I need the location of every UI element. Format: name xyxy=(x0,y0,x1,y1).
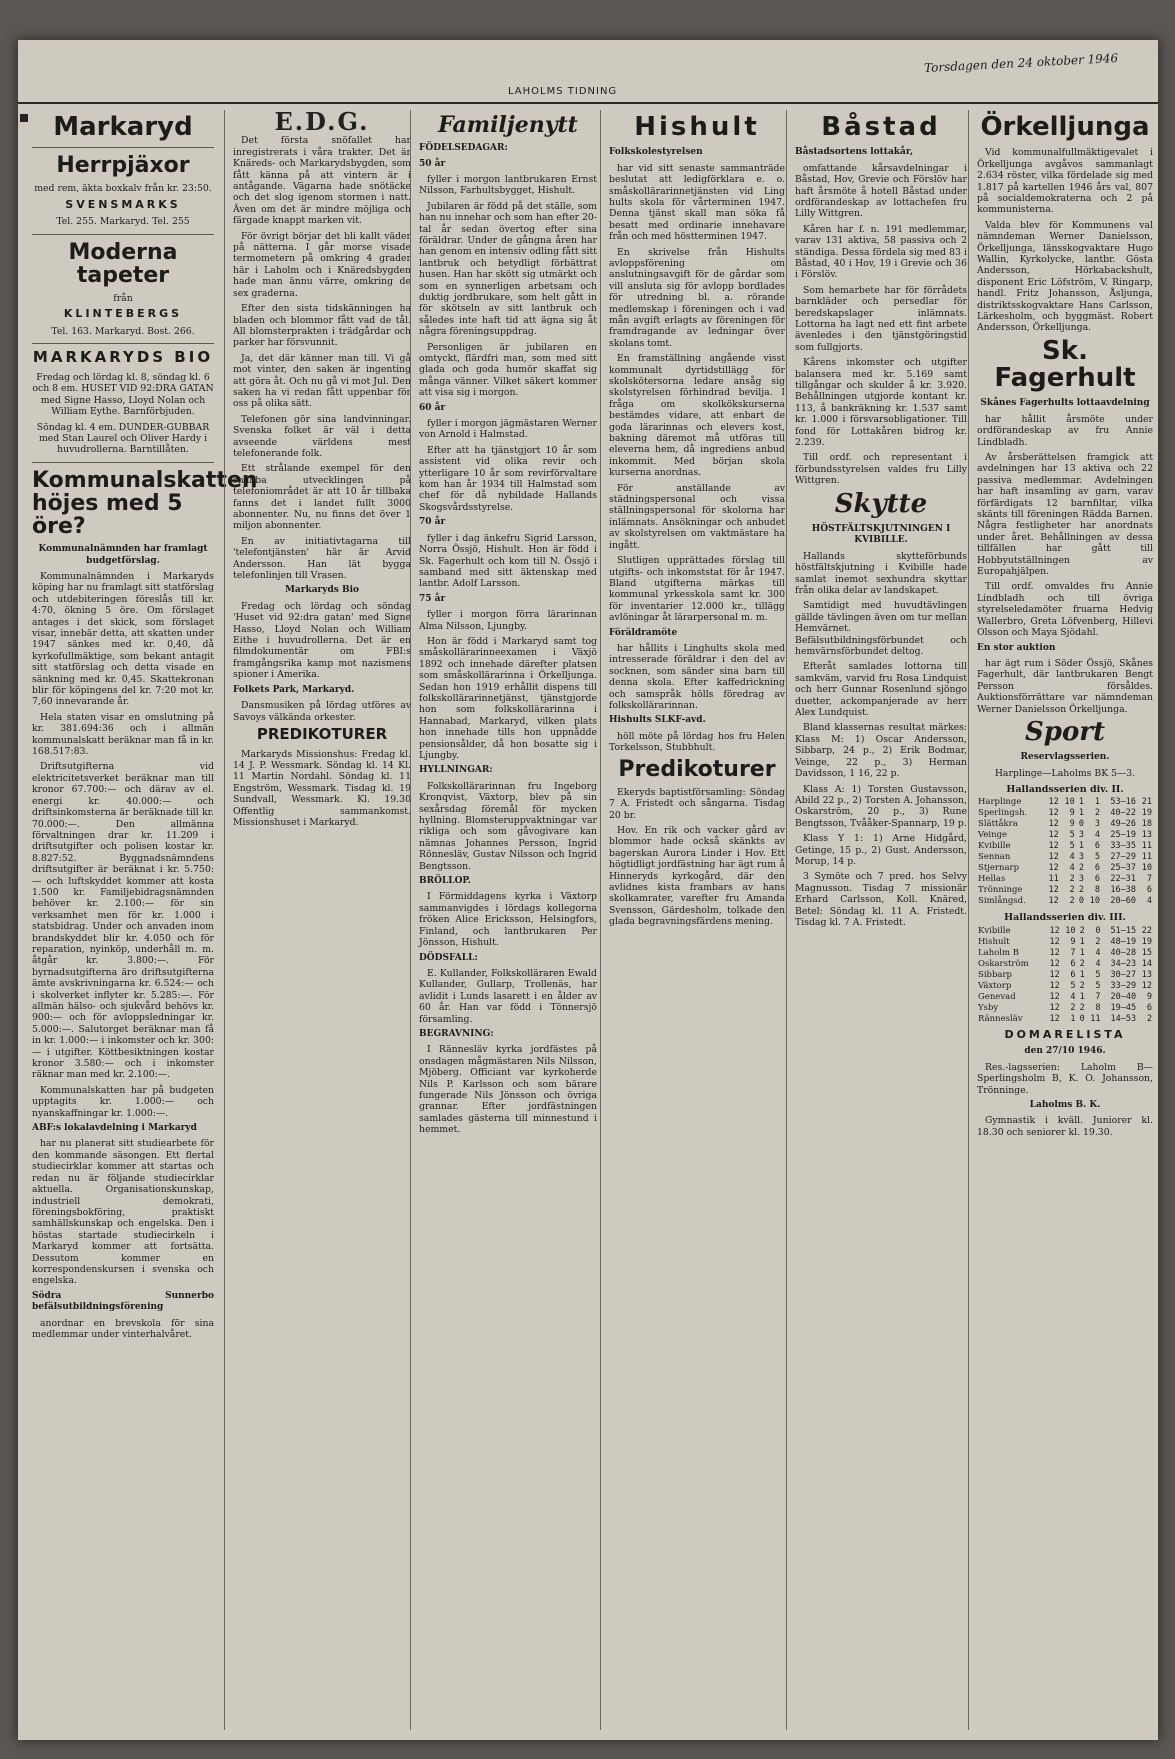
article-paragraph: Valda blev för Kommunens val nämndeman Werner Danielsson, Örkelljunga, länsskogvaktare Hugo Wallin, Kyrkolycke, lantbr. Gösta Andersson, Hörkabackshult, disponent Eric Löfström, V. Ringarp, handl. Fritz Johansson, Åsljunga, distriktsskogvaktare Hans Carlsson, Lärkesholm, och byggmäst. Robert Andersson, Örkelljunga. xyxy=(977,219,1153,334)
article-title-folkskolestyrelsen: Folkskolestyrelsen xyxy=(609,147,703,158)
ad-phone-klinteberg: Tel. 163. Markaryd. Bost. 266. xyxy=(51,325,195,337)
table-cell: 10 xyxy=(1089,896,1101,907)
article-title-domarelista: DOMARELISTA xyxy=(1004,1027,1126,1041)
table-cell: 12 xyxy=(1049,947,1060,958)
article-paragraph: I Förmiddagens kyrka i Växtorp sammanvigdes i lördags kollegorna fröken Alice Ericksson, Helsingfors, Finland, och lantbrukaren Per Jönsson, Hishult. xyxy=(419,891,597,949)
table-cell: 2 xyxy=(1079,980,1085,991)
table-cell: 12 xyxy=(1048,819,1059,830)
table-cell: 14—53 xyxy=(1110,1013,1137,1024)
table-cell: 1 xyxy=(1079,947,1085,958)
table-cell: 0 xyxy=(1079,1013,1085,1024)
table-cell: 2 xyxy=(1146,1013,1152,1024)
section-title-skytte: Skytte xyxy=(834,488,928,519)
article-paragraph: Samtidigt med huvudtävlingen gällde tävlingen även om tur mellan Hemvärnet. Befälsutbildningsförbundet och hemvärnsförbundet deltog. xyxy=(795,600,967,658)
table-cell: 20—40 xyxy=(1110,991,1137,1002)
table-cell: 51—15 xyxy=(1110,925,1137,936)
article-paragraph: Markaryds Missionshus: Fredag kl. 14 J. P. Wessmark. Söndag kl. 14 Kl. 11 Martin Nordahl. Söndag kl. 11 Engström, Wessmark. Tisdag kl. 19 Sundvall, Wessmark. Kl. 19.30 Offentlig sammankomst. Missionshuset i Markaryd. xyxy=(233,748,411,829)
table-cell: 19 xyxy=(1141,936,1152,947)
article-paragraph: Efter att ha tjänstgjort 10 år som assistent vid olika revir och ytterligare 10 år som revirförvaltare kom han år 1934 till Halmstad som chef för då nybildade Hallands Skogsvårdsstyrelse. xyxy=(419,444,597,513)
table-cell: 0 xyxy=(1095,925,1101,936)
article-paragraph: Hov. En rik och vacker gård av blommor hade också skänkts av bagerskan Aurora Linder i Hov. Ett högtidligt jordfästning har ägt rum å Hinneryds kyrkogård, där den avlidnes kista frambars av hans skolkamrater, varefter fru Amanda Svensson, Gärdesholm, tolkade den glada begravningsfärdens mening. xyxy=(609,824,785,928)
team-name: Trönninge xyxy=(978,885,1023,896)
match-result: Harplinge—Laholms BK 5—3. xyxy=(994,767,1136,779)
table-cell: 12 xyxy=(1049,925,1060,936)
ad-text-bio: Fredag och lördag kl. 8, söndag kl. 6 och 8 em. HUSET VID 92:DRA GATAN med Signe Hasso, Lloyd Nolan och William Eythe. Barnförbjuden. xyxy=(32,372,214,418)
table-cell: 33—35 xyxy=(1110,841,1136,852)
table-cell: 5 xyxy=(1095,969,1101,980)
league-title-div3: Hallandsserien div. III. xyxy=(1004,912,1126,924)
table-row xyxy=(977,937,1153,948)
table-cell: 10 xyxy=(1064,797,1075,808)
table-cell: 9 xyxy=(1146,991,1152,1002)
article-paragraph: Driftsutgifterna vid elektricitetsverket beräknar man till kronor 67.700:— och därav av el. energi kr. 40.000:— och driftsinkomsterna är beräknade till kr. 70.000:—. Den allmänna förvaltningen drar kr. 11.209 i driftsutgifter och polisen kostar kr. 8.827:52. Byggnadsnämndens driftsutgifter är beräknat i kr. 5.750:— och luftskyddet kommer att kosta 1.500 kr. Familjebidragsnämnden behöver kr. 2.100:— för sin verksamhet men för kr. 1.000 i statsbidrag. Under och anvaden inom brandskyddet blir kr. 4.050 och för reparation, nyinköp, underhåll m. m. åtgår kr. 3.800:—. För byrnadsutgifterna äro driftsutgifterna ämte avskrivningarna kr. 6.524:— och i skolverket inflyter kr. 5.285:—. För allmän hälso- och sjukvård behövs kr. 900:— och för avloppsledningar kr. 5.000:—. Salutorget beräknar man få in kr. 1.000:— i inkomster och kr. 300:— i utgifter. Köttbesiktningen kostar kronor 3.580:— och i inkomster räknar man med kr. 2.100:—. xyxy=(32,761,214,1081)
table-cell: 33—29 xyxy=(1110,980,1137,991)
age-label: 60 år xyxy=(419,402,446,413)
table-row xyxy=(977,970,1153,981)
table-cell: 14 xyxy=(1141,958,1152,969)
table-cell: 22 xyxy=(1141,925,1152,936)
table-cell: 4 xyxy=(1069,852,1075,863)
table-cell: 20—60 xyxy=(1110,896,1136,907)
table-cell: 2 xyxy=(1069,896,1075,907)
team-name: Laholm B xyxy=(978,947,1020,958)
table-cell: 2 xyxy=(1070,1002,1076,1013)
table-cell: 1 xyxy=(1079,969,1085,980)
team-name: Sperlingsh. xyxy=(978,808,1028,819)
article-paragraph: Ja, det där känner man till. Vi gå mot vinter, den saken är ingenting att göra åt. Och nu gå vi mot Jul. Den saken ha vi redan fått uppenbar för oss på olika sätt. xyxy=(233,352,411,410)
table-cell: 2 xyxy=(1094,808,1101,819)
table-cell: 12 xyxy=(1048,885,1059,896)
article-paragraph: I Rännesläv kyrka jordfästes på onsdagen mågmästaren Nils Nilsson, Mjöberg. Officiant var kyrkoherde Nils P. Karlsson och som bärare fungerade Nils Jönsson och övriga grannar. Efter jordfästningen samlades gästerna till minnestund i hemmet. xyxy=(419,1044,597,1136)
table-cell: 12 xyxy=(1049,991,1060,1002)
article-paragraph: Gymnastik i kväll. Juniorer kl. 18.30 och seniorer kl. 19.30. xyxy=(977,1115,1153,1138)
article-paragraph: har vid sitt senaste sammanträde beslutat att ledigförklara e. o. småskollärarinnetjänsten vid Ling hults skola för vårterminen 1947. Denna tjänst skall man söka få besatt med ordinarie innehavare från och med höstterminen 1947. xyxy=(609,162,785,243)
table-cell: 1 xyxy=(1094,797,1101,808)
subsection-fodelsedagar: FÖDELSEDAGAR: xyxy=(419,143,508,154)
table-cell: 8 xyxy=(1095,1002,1101,1013)
team-name: Slättåkra xyxy=(978,819,1018,830)
table-cell: 6 xyxy=(1146,885,1152,896)
article-paragraph: Hallands skytteförbunds höstfältskjutning i Kvibille hade samlat inemot sexhundra skyttar från olika delar av landskapet. xyxy=(795,550,967,596)
table-cell: 4 xyxy=(1069,863,1075,874)
article-paragraph: Ekeryds baptistförsamling: Söndag 7 A. Fristedt och sångarna. Tisdag 20 br. xyxy=(609,786,785,821)
article-paragraph: Ett strålande exempel för den snabba utvecklingen på telefoniområdet är att 10 år tillbaka fanns det i landet fullt 3000 abonnenter. Nu, nu finns det över 1 miljon abonnenter. xyxy=(233,463,411,532)
team-name: Kvibille xyxy=(978,925,1011,936)
section-title-predikoturer: Predikoturer xyxy=(618,756,776,782)
subsection-begravning: BEGRAVNING: xyxy=(419,1028,494,1039)
article-paragraph: Klass Y 1: 1) Arne Hidgård, Getinge, 15 p., 2) Gust. Andersson, Morup, 14 p. xyxy=(795,833,967,867)
table-cell: 10 xyxy=(1141,863,1152,874)
team-name: Stjernarp xyxy=(978,863,1020,874)
table-cell: 13 xyxy=(1141,969,1152,980)
column-edg xyxy=(224,107,411,1730)
table-row xyxy=(977,981,1153,992)
article-paragraph: Dansmusiken på lördag utföres av Savoys välkända orkester. xyxy=(233,700,411,723)
table-cell: 30—27 xyxy=(1110,969,1137,980)
table-cell: 12 xyxy=(1048,830,1059,841)
section-title-bastad: Båstad xyxy=(821,112,941,142)
ad-shop-svensmarks: SVENSMARKS xyxy=(65,197,181,211)
table-cell: 48—19 xyxy=(1110,936,1137,947)
table-cell: 4 xyxy=(1070,991,1076,1002)
table-cell: 2 xyxy=(1078,885,1085,896)
table-cell: 18 xyxy=(1141,819,1152,830)
article-paragraph: Slutligen upprättades förslag till utgifts- och inkomststat för år 1947. Bland utgifterna märkas till kommunal yrkesskola samt kr. 300 för inventarier 12.000 kr., tillägg avlöningar åt lärarpersonal m. m. xyxy=(609,555,785,624)
article-paragraph: Telefonen gör sina landvinningar. Svenska folket är väl i detta avseende världens mest telefonerande folk. xyxy=(233,413,411,459)
table-cell: 9 xyxy=(1070,936,1076,947)
league-title-reserv: Reservlagsserien. xyxy=(1020,752,1110,763)
table-cell: 15 xyxy=(1141,947,1152,958)
article-paragraph: Kåren har f. n. 191 medlemmar, varav 131 aktiva, 58 passiva och 2 ständiga. Dessa fördela sig med 83 i Båstad, 40 i Hov, 19 i Grevie och 36 i Förslöv. xyxy=(795,223,967,281)
table-row xyxy=(977,1014,1153,1025)
column-markaryd xyxy=(32,110,258,1730)
table-row xyxy=(977,992,1153,1003)
column-bastad xyxy=(786,110,967,1730)
table-cell: 5 xyxy=(1094,852,1101,863)
ad-title-bio: MARKARYDS BIO xyxy=(32,348,214,367)
article-title-auktion: En stor auktion xyxy=(977,642,1056,653)
article-paragraph: En framställning angående visst kommunalt dyrtidstillägg för skolskötersorna ledare ansåg sig skolstyrelsen förhindrad bevilja. I fråga om skolkökskurserna bestämdes vidare, att enbart de goda lärarinnas och elevers kost, bakning däremot må utföras till eleverna hem, då ingrediens anbud inkommit. Med början skola kurserna anordnas. xyxy=(609,353,785,479)
article-title-foraldramote: Föräldramöte xyxy=(609,627,678,638)
section-title-familjenytt: Familjenytt xyxy=(438,112,578,138)
table-cell: 22—31 xyxy=(1110,874,1136,885)
article-paragraph: Kommunalskatten har på budgeten upptagits kr. 1.000:— och nyanskaffningar kr. 1.000:—. xyxy=(32,1084,214,1119)
table-cell: 12 xyxy=(1141,980,1152,991)
table-cell: 27—29 xyxy=(1110,852,1136,863)
table-row xyxy=(977,863,1153,874)
team-name: Sennan xyxy=(978,852,1011,863)
article-paragraph: E. Kullander, Folkskolläraren Ewald Kullander, Gullarp, Trollenäs, har avlidit i Lunds lasarett i en ålder av 60 år. Han var född i Tönnersjö församling. xyxy=(419,967,597,1025)
league-table-div3 xyxy=(977,926,1153,1025)
issue-date: Torsdagen den 24 oktober 1946 xyxy=(923,50,1119,76)
table-cell: 3 xyxy=(1078,830,1085,841)
article-title-predikoturer: PREDIKOTURER xyxy=(256,724,388,743)
table-cell: 2 xyxy=(1069,874,1075,885)
table-cell: 2 xyxy=(1079,958,1085,969)
age-label: 50 år xyxy=(419,158,446,169)
table-row xyxy=(977,841,1153,852)
ad-text-herrpjaxor: med rem, äkta boxkalv från kr. 23:50. xyxy=(34,183,212,195)
table-cell: 12 xyxy=(1048,852,1059,863)
team-name: Ysby xyxy=(978,1002,999,1013)
table-cell: 1 xyxy=(1078,797,1085,808)
table-cell: 1 xyxy=(1079,991,1085,1002)
article-paragraph: Jubilaren är född på det ställe, som han nu innehar och som han efter 20-tal år sedan övertog efter sina föräldrar. Under de gångna åren har han genom en intensiv odling fått sitt lantbruk och betydligt förbättrat husen. Han har skött sig utmärkt och som en synnerligen arbetsam och duktig jordbrukare, som helt gått in för skötseln av sitt lantbruk och således inte haft tid att ägna sig åt några föreningsuppdrag. xyxy=(419,200,597,338)
article-paragraph: har hållit årsmöte under ordförandeskap av fru Annie Lindbladh. xyxy=(977,413,1153,448)
article-lead-kommunalskatten: Kommunalnämnden har framlagt budgetförslag. xyxy=(38,544,208,566)
article-title-slkf: Hishults SLKF-avd. xyxy=(609,715,706,726)
paper-name: LAHOLMS TIDNING xyxy=(508,86,618,97)
table-cell: 1 xyxy=(1078,808,1085,819)
newspaper-page xyxy=(18,40,1158,1740)
article-paragraph: Klass A: 1) Torsten Gustavsson, Abild 22 p., 2) Torsten A. Johansson, Oskarström, 20 p., 3) Rune Bengtsson, Tvååker-Spannarp, 19 p. xyxy=(795,783,967,829)
article-paragraph: Res.-lagsserien: Laholm B—Sperlingsholm B, K. O. Johansson, Trönninge. xyxy=(977,1061,1153,1096)
table-cell: 9 xyxy=(1069,808,1075,819)
article-title-folkets-park: Folkets Park, Markaryd. xyxy=(233,684,355,695)
article-paragraph: Efter den sista tidskänningen ha bladen och blommor fått vad de tål. All blomsterprakten i trädgårdar och parker har försvunnit. xyxy=(233,303,411,349)
team-name: Hishult xyxy=(978,936,1010,947)
table-cell: 11 xyxy=(1048,874,1059,885)
article-paragraph: fyller i dag änkefru Sigrid Larsson, Norra Össjö, Hishult. Hon är född i Sk. Fagerhult och kom till N. Össjö i samband med sitt äktenskap med lantbr. Adolf Larsson. xyxy=(419,532,597,590)
team-name: Oskarström xyxy=(978,958,1029,969)
table-cell: 9 xyxy=(1069,819,1075,830)
league-table-div2 xyxy=(977,797,1153,907)
table-cell: 6 xyxy=(1094,863,1101,874)
table-cell: 4 xyxy=(1146,896,1152,907)
article-title-kommunalskatten: Kommunalskatten höjes med 5 öre? xyxy=(32,467,258,540)
article-paragraph: fyller i morgon förra lärarinnan Alma Nilsson, Ljungby. xyxy=(419,609,597,632)
table-cell: 53—16 xyxy=(1110,797,1136,808)
table-cell: 12 xyxy=(1049,936,1060,947)
team-name: Veinge xyxy=(978,830,1008,841)
article-paragraph: För övrigt börjar det bli kallt väder på nätterna. I går morse visade termometern på omkring 4 grader här i Laholm och i Knäredsbygden hade man ännu värre, omkring de sex graderna. xyxy=(233,230,411,299)
table-cell: 5 xyxy=(1069,841,1075,852)
team-name: Hellas xyxy=(978,874,1006,885)
table-cell: 13 xyxy=(1141,830,1152,841)
team-name: Harplinge xyxy=(978,797,1022,808)
margin-mark xyxy=(20,114,28,122)
subsection-brollop: BRÖLLOP. xyxy=(419,876,471,887)
table-cell: 4 xyxy=(1095,947,1101,958)
league-title-div2: Hallandsserien div. II. xyxy=(1006,784,1124,796)
table-cell: 12 xyxy=(1049,1013,1060,1024)
ad-from: från xyxy=(113,292,133,304)
article-paragraph: omfattande kårsavdelningar i Båstad, Hov, Grevie och Förslöv har haft årsmöte å hotell Båstad under ordförandeskap av lottachefen fru Lilly Wittgren. xyxy=(795,162,967,220)
table-cell: 12 xyxy=(1048,797,1059,808)
age-label: 70 år xyxy=(419,517,446,528)
article-paragraph: Bland klassernas resultat märkes: Klass M: 1) Oscar Andersson, Sibbarp, 24 p., 2) Erik Bodmar, Veinge, 22 p., 3) Herman Davidsson, 1 16, 22 p. xyxy=(795,722,967,780)
article-paragraph: Vid kommunalfullmäktigevalet i Örkelljunga avgåvos sammanlagt 2.634 röster, vilka fördelade sig med 1.817 på kartellen 1946 års val, 807 på socialdemokraterna och 2 på kommunisterna. xyxy=(977,147,1153,216)
table-cell: 40—28 xyxy=(1110,947,1137,958)
article-paragraph: anordnar en brevskola för sina medlemmar under vinterhalvåret. xyxy=(32,1317,214,1340)
table-cell: 11 xyxy=(1090,1013,1101,1024)
article-title-lottakar: Båstadsortens lottakår, xyxy=(795,147,914,158)
article-paragraph: Folkskollärarinnan fru Ingeborg Kronqvist, Växtorp, blev på sin sexårsdag föremål för mycken hyllning. Blomsteruppvaktningar var rikliga och som gåvogivare kan nämnas Johannes Persson, Ingrid Rönnesläv, Gustav Nilsson och Ingrid Bengtsson. xyxy=(419,780,597,872)
table-cell: 12 xyxy=(1049,958,1060,969)
team-name: Sibbarp xyxy=(978,969,1012,980)
article-paragraph: Hela staten visar en omslutning på kr. 381.694:36 och i allmän kommunalskatt beräknar man få in kr. 168.517:83. xyxy=(32,711,214,758)
column-logo: E.D.G. xyxy=(274,107,370,136)
table-row xyxy=(977,896,1153,907)
divider xyxy=(32,343,214,344)
section-title-fagerhult: Sk. Fagerhult xyxy=(994,335,1136,394)
table-cell: 7 xyxy=(1095,991,1101,1002)
section-title-orkelljunga: Örkelljunga xyxy=(980,112,1150,142)
article-paragraph: En av initiativtagarna till 'telefontjänsten' här är Arvid Andersson. Han lät bygga telefonlinjen till Vrasen. xyxy=(233,535,411,582)
divider xyxy=(32,147,214,148)
table-cell: 11 xyxy=(1141,852,1152,863)
team-name: Genevad xyxy=(978,991,1016,1002)
article-paragraph: fyller i morgon jägmästaren Werner von Arnold i Halmstad. xyxy=(419,418,597,441)
table-cell: 3 xyxy=(1094,819,1101,830)
article-title-markaryds-bio: Markaryds Bio xyxy=(284,585,360,596)
table-cell: 12 xyxy=(1048,841,1059,852)
table-cell: 19—45 xyxy=(1110,1002,1137,1013)
table-cell: 3 xyxy=(1078,852,1085,863)
team-name: Simlångsd. xyxy=(978,896,1026,907)
article-paragraph: Av årsberättelsen framgick att avdelningen har 13 aktiva och 22 passiva medlemmar. Avdelningen har haft insamling av garn, varav förfärdigats 12 barnfiltar, vilka skänts till föreningen Rädda Barnen. Några festligheter har anordnats under året. Behållningen av dessa tillfällen har gått till Hobbyutställningen av Europahjälpen. xyxy=(977,452,1153,578)
table-cell: 1 xyxy=(1079,936,1085,947)
table-row xyxy=(977,797,1153,808)
table-cell: 6 xyxy=(1070,958,1076,969)
table-cell: 1 xyxy=(1070,1013,1076,1024)
table-cell: 25—19 xyxy=(1110,830,1136,841)
section-title-hishult: Hishult xyxy=(634,112,760,142)
section-title-sport: Sport xyxy=(1024,716,1105,747)
article-paragraph: För anställande av städningspersonal och vissa ställningspersonal för skolorna har inlämnats. Ansökningar och anbudet av skolstyrelsen om vaktmästare ha ingått. xyxy=(609,482,785,551)
article-title-hostfaltskjutningen: HÖSTFÄLTSKJUTNINGEN I KVIBILLE. xyxy=(811,523,951,546)
table-cell: 0 xyxy=(1078,819,1085,830)
article-paragraph: Kårens inkomster och utgifter balansera med kr. 5.169 samt tillgångar och skulder å kr. 3.920. Behållningen utgjorde kontant kr. 113, å bankräkning kr. 1.537 samt kr. 1.000 i försvarsobligationer. Till fond för Lottakåren bidrog kr. 2.239. xyxy=(795,357,967,449)
article-paragraph: Kommunalnämnden i Markaryds köping har nu framlagt sitt statförslag och utdebiteringen föreslås till kr. 4:70, ökning 5 öre. Om förslaget antages i det skick, som förslaget visar, innebär detta, att skatten under 1947 sänkes med kr. 0,40, då kyrkofullmäktige, som bekant antagit sitt statförslag och detta visade en sänkning med kr. 0,45. Skattekronan blir för köpingens del kr. 7:20 mot kr. 7,60 innevarande år. xyxy=(32,570,214,708)
table-row xyxy=(977,830,1153,841)
article-paragraph: Till ordf. och representant i förbundsstyrelsen valdes fru Lilly Wittgren. xyxy=(795,452,967,487)
table-row xyxy=(977,948,1153,959)
article-title-sodra: Södra Sunnerbo befälsutbildningsförening xyxy=(32,1290,214,1313)
article-paragraph: 3 Symöte och 7 pred. hos Selvy Magnusson. Tisdag 7 missionär Erhard Carlsson, Koll. Knäred, Betel: Söndag kl. 11 A. Fristedt. Tisdag kl. 7 A. Fristedt. xyxy=(795,871,967,928)
table-row xyxy=(977,874,1153,885)
table-cell: 6 xyxy=(1094,874,1101,885)
table-cell: 40—22 xyxy=(1110,808,1136,819)
table-cell: 12 xyxy=(1048,896,1059,907)
table-cell: 4 xyxy=(1095,958,1101,969)
article-paragraph: har hållits i Linghults skola med intresserade föräldrar i den del av socknen, som sänder sina barn till denna skola. Efter kaffedrickning och samspråk hölls föredrag av folkskollärarinnan. xyxy=(609,642,785,711)
article-paragraph: En skrivelse från Hishults avloppsförening om anslutningsavgift för de gårdar som vill ansluta sig för avlopp bordlades för utredning bl. a. rörande medlemskap i föreningen och i vad mån avgift erlagts av föreningen för framdragande av ledningar över skolans tomt. xyxy=(609,246,785,349)
divider xyxy=(32,462,214,463)
table-cell: 0 xyxy=(1078,896,1085,907)
table-cell: 2 xyxy=(1069,885,1075,896)
table-cell: 12 xyxy=(1048,808,1059,819)
article-paragraph: höll möte på lördag hos fru Helen Torkelsson, Stubbhult. xyxy=(609,730,785,754)
table-row xyxy=(977,852,1153,863)
divider xyxy=(32,234,214,235)
team-name: Rännesläv xyxy=(978,1013,1023,1024)
table-row xyxy=(977,819,1153,830)
table-row xyxy=(977,1003,1153,1014)
domarelista-date: den 27/10 1946. xyxy=(1024,1046,1106,1057)
table-cell: 7 xyxy=(1146,874,1152,885)
table-cell: 10 xyxy=(1065,925,1076,936)
table-cell: 11 xyxy=(1141,841,1152,852)
column-orkelljunga xyxy=(968,110,1153,1730)
table-cell: 12 xyxy=(1049,980,1060,991)
table-cell: 5 xyxy=(1095,980,1101,991)
table-cell: 2 xyxy=(1095,936,1101,947)
table-cell: 3 xyxy=(1078,874,1085,885)
article-paragraph: har ägt rum i Söder Össjö, Skånes Fagerhult, där lantbrukaren Bengt Persson försåldes. Auktionsförrättare var nämndeman Werner Danielsson Örkelljunga. xyxy=(977,657,1153,715)
section-title-markaryd: Markaryd xyxy=(53,112,193,142)
table-cell: 49—26 xyxy=(1110,819,1136,830)
article-paragraph: Fredag och lördag och söndag 'Huset vid 92:dra gatan' med Signe Hasso, Lloyd Nolan och William Eithe i huvudrollerna. Det är en filmdokumentär om FBI:s framgångsrika kamp mot nazismens spioner i Amerika. xyxy=(233,600,411,681)
subsection-dodsfall: DÖDSFALL: xyxy=(419,952,478,963)
table-cell: 6 xyxy=(1070,969,1076,980)
article-paragraph: fyller i morgon lantbrukaren Ernst Nilsson, Farhultsbygget, Hishult. xyxy=(419,173,597,197)
table-cell: 34—23 xyxy=(1110,958,1137,969)
table-cell: 12 xyxy=(1049,1002,1060,1013)
article-paragraph: Efteråt samlades lottorna till samkväm, varvid fru Rosa Lindquist och herr Gunnar Rosenlund sjöngo duetter, ackompanjerade av herr Alex Lundquist. xyxy=(795,661,967,719)
table-cell: 21 xyxy=(1141,797,1152,808)
masthead-rule xyxy=(18,102,1158,104)
article-title-abf: ABF:s lokalavdelning i Markaryd xyxy=(32,1123,197,1134)
team-name: Kvibille xyxy=(978,841,1011,852)
table-cell: 12 xyxy=(1048,863,1059,874)
table-cell: 2 xyxy=(1079,1002,1085,1013)
subsection-hyllningar: HYLLNINGAR: xyxy=(419,765,493,776)
table-row xyxy=(977,885,1153,896)
article-paragraph: har nu planerat sitt studiearbete för den kommande säsongen. Ett flertal studiecirklar kommer att startas och redan nu är följande studiecirklar aktuella. Organisationskunskap, industriell demokrati, föreningsbokföring, praktiskt samhällskunskap och engelska. Den i höstas startade studiecirkeln i Markaryd kommer att fortsätta. Dessutom kommer en korrespondenskursen i svenska och engelska. xyxy=(32,1138,214,1287)
article-paragraph: Hon är född i Markaryd samt tog småskollärarinneexamen i Växjö 1892 och innehade därefter platsen som småskollärarinna i Örkelljunga. Sedan hon 1919 erhållit dispens till folkskollärarinnetjänst, tjänstgjorde hon som folkskollärarinna i Hannabad, Markaryd, vilken plats hon innehade tills hon uppnådde pensionsålder, då hon bosatte sig i Ljungby. xyxy=(419,635,597,761)
ad-title-herrpjaxor: Herrpjäxor xyxy=(56,153,190,179)
article-paragraph: Till ordf. omvaldes fru Annie Lindbladh och till övriga styrelseledamöter fruarna Hedvig Wallerbro, Greta Löfvenberg, Hillevi Olsson och Maya Sjödahl. xyxy=(977,581,1153,639)
article-paragraph: Som hemarbete har för förrådets barnkläder och persedlar för beredskapslager inlämnats. Lottorna ha lagt ned ett fint arbete ävenledes i den tjänstgöringstid som fullgjorts. xyxy=(795,284,967,353)
ad-title-tapeter: Moderna tapeter xyxy=(68,239,178,288)
ad-text-bio-2: Söndag kl. 4 em. DUNDER-GUBBAR med Stan Laurel och Oliver Hardy i huvudrollerna. Barntillåten. xyxy=(36,421,210,456)
ad-phone-svensmarks: Tel. 255. Markaryd. Tel. 255 xyxy=(56,216,190,228)
article-title-lottaavdelning: Skånes Fagerhults lottaavdelning xyxy=(980,398,1150,409)
table-cell: 5 xyxy=(1069,830,1075,841)
table-cell: 2 xyxy=(1078,863,1085,874)
article-paragraph: Personligen är jubilaren en omtyckt, flärdfri man, som med sitt glada och goda humör skaffat sig många vänner. Vilket säkert kommer att visa sig i morgon. xyxy=(419,341,597,399)
table-cell: 2 xyxy=(1079,925,1085,936)
team-name: Växtorp xyxy=(978,980,1012,991)
masthead xyxy=(18,40,1158,102)
table-row xyxy=(977,959,1153,970)
table-row xyxy=(977,808,1153,819)
ad-shop-klinteberg: KLINTEBERGS xyxy=(63,307,183,321)
table-cell: 1 xyxy=(1078,841,1085,852)
table-cell: 25—37 xyxy=(1110,863,1136,874)
column-familjenytt xyxy=(410,110,597,1730)
table-cell: 6 xyxy=(1094,841,1101,852)
column-hishult xyxy=(600,110,785,1730)
article-title-lbk: Laholms B. K. xyxy=(1029,1100,1101,1111)
table-cell: 16—38 xyxy=(1110,885,1136,896)
table-cell: 7 xyxy=(1070,947,1076,958)
table-cell: 8 xyxy=(1094,885,1101,896)
article-paragraph: Det första snöfallet har inregistrerats i våra trakter. Det är Knäreds- och Markarydsbygden, som fått känna på att vintern är i antågande. Vägarna hade snötäcke och det slog igenom stormen i natt. Även om det är mindre möjliga och färgade knappt marken vit. xyxy=(233,135,411,227)
table-cell: 6 xyxy=(1146,1002,1152,1013)
age-label: 75 år xyxy=(419,593,446,604)
table-cell: 5 xyxy=(1070,980,1076,991)
table-row xyxy=(977,926,1153,937)
table-cell: 4 xyxy=(1094,830,1101,841)
table-cell: 12 xyxy=(1049,969,1060,980)
table-cell: 19 xyxy=(1141,808,1152,819)
